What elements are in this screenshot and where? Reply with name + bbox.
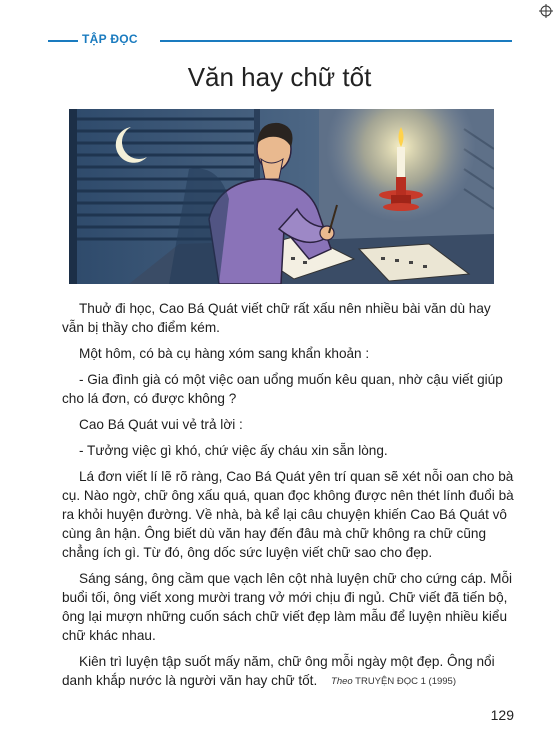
story-paragraph: Cao Bá Quát vui vẻ trả lời : [79,417,243,432]
story-paragraph: Sáng sáng, ông cầm que vạch lên cột nhà luyện chữ cho cứng cáp. Mỗi buổi tối, ông viết xong mười trang vở mới chịu đi ngủ. Chữ viết đã tiến bộ, ông lại mượn những cuốn sách chữ viết đẹp làm mẫu để luyện nhiều kiểu chữ khác nhau. [62,571,513,643]
story-paragraph: - Tưởng việc gì khó, chứ việc ấy cháu xin sẵn lòng. [79,443,388,458]
story-text [62,299,514,697]
story-paragraph: Lá đơn viết lí lẽ rõ ràng, Cao Bá Quát yên trí quan sẽ xét nỗi oan cho bà cụ. Nào ngờ, chữ ông xấu quá, quan đọc không được nên thét lính đuổi bà ra khỏi huyện đường. Về nhà, bà kể lại câu chuyện khiến Cao Bá Quát vô cùng ân hận. Ông biết dù văn hay đến đâu mà chữ không ra chữ cũng chẳng ích gì. Từ đó, ông dốc sức luyện viết chữ sao cho đẹp. [62,469,514,560]
header-rule-right [160,40,512,42]
section-label: TẬP ĐỌC [82,32,138,46]
story-paragraph: - Gia đình già có một việc oan uổng muốn kêu quan, nhờ cậu viết giúp cho lá đơn, có được không ? [62,372,503,406]
source-prefix: Theo [331,676,353,687]
registration-mark-icon [539,4,553,18]
scholar-writing-by-candlelight-illustration [69,109,494,284]
story-paragraph: Thuở đi học, Cao Bá Quát viết chữ rất xấu nên nhiều bài văn dù hay vẫn bị thầy cho điểm kém. [62,301,491,335]
header-rule-left [48,40,78,42]
story-paragraph: Một hôm, có bà cụ hàng xóm sang khẩn khoản : [79,346,370,361]
page-number: 129 [490,707,514,723]
lesson-title: Văn hay chữ tốt [187,62,372,92]
source-title: TRUYỆN ĐỌC 1 (1995) [355,676,456,687]
story-paragraph: Kiên trì luyện tập suốt mấy năm, chữ ông mỗi ngày một đẹp. Ông nổi danh khắp nước là người văn hay chữ tốt. [62,654,495,688]
source-citation [331,676,456,687]
